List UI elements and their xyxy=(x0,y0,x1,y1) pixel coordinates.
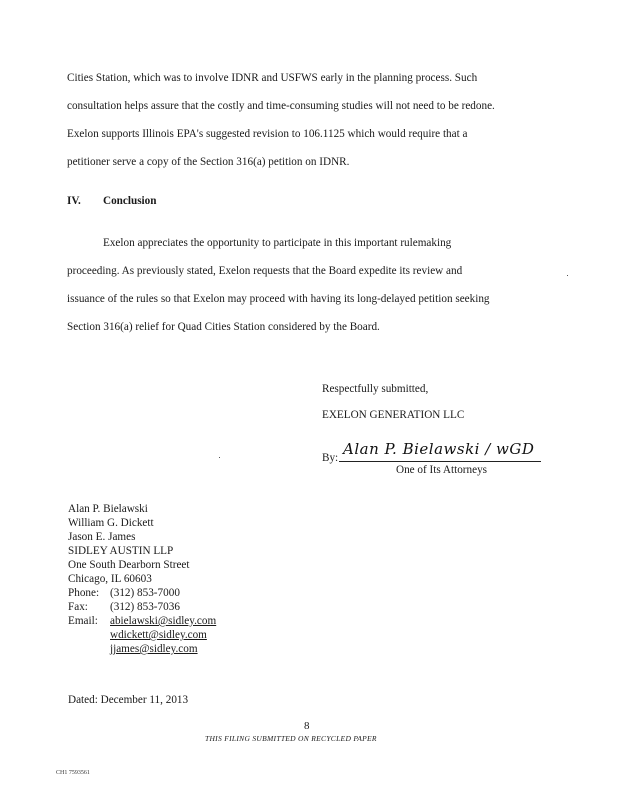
fax-number: (312) 853-7036 xyxy=(110,601,180,613)
paragraph1-line-2: consultation helps assure that the costly and time-consuming studies will not need to be redone. xyxy=(67,100,495,112)
document-id: CH1 7593561 xyxy=(56,770,90,776)
paragraph1-line-4: petitioner serve a copy of the Section 316(a) petition on IDNR. xyxy=(67,156,350,168)
street-address: One South Dearborn Street xyxy=(68,559,190,571)
paragraph1-line-1: Cities Station, which was to involve IDNR and USFWS early in the planning process. Such xyxy=(67,72,478,84)
by-label: By: xyxy=(322,452,339,464)
city-address: Chicago, IL 60603 xyxy=(68,573,152,585)
date-line: Dated: December 11, 2013 xyxy=(68,694,189,706)
page-number: 8 xyxy=(304,720,310,732)
scan-speck xyxy=(567,275,568,276)
attorney-name-1: Alan P. Bielawski xyxy=(68,503,148,515)
closing: Respectfully submitted, xyxy=(322,383,429,395)
section-number: IV. xyxy=(67,195,81,207)
email-link-3[interactable]: jjames@sidley.com xyxy=(110,643,198,655)
email-label: Email: xyxy=(68,615,98,627)
section-title: Conclusion xyxy=(103,195,157,207)
firm-name: SIDLEY AUSTIN LLP xyxy=(68,545,174,557)
signature-line xyxy=(339,461,541,462)
paragraph2-line-1: Exelon appreciates the opportunity to participate in this important rulemaking xyxy=(103,237,452,249)
paragraph1-line-3: Exelon supports Illinois EPA's suggested revision to 106.1125 which would require that a xyxy=(67,128,468,140)
phone-number: (312) 853-7000 xyxy=(110,587,180,599)
attorney-name-2: William G. Dickett xyxy=(68,517,154,529)
fax-label: Fax: xyxy=(68,601,88,613)
email-link-2[interactable]: wdickett@sidley.com xyxy=(110,629,207,641)
handwritten-signature: Alan P. Bielawski / wGD xyxy=(343,440,535,458)
phone-label: Phone: xyxy=(68,587,100,599)
email-link-1[interactable]: abielawski@sidley.com xyxy=(110,615,217,627)
paragraph2-line-3: issuance of the rules so that Exelon may proceed with having its long-delayed petition seeking xyxy=(67,293,490,305)
recycled-paper-footer: THIS FILING SUBMITTED ON RECYCLED PAPER xyxy=(205,734,377,743)
company-name: EXELON GENERATION LLC xyxy=(322,409,465,421)
paragraph2-line-2: proceeding. As previously stated, Exelon requests that the Board expedite its review and xyxy=(67,265,463,277)
attorney-name-3: Jason E. James xyxy=(68,531,136,543)
paragraph2-line-4: Section 316(a) relief for Quad Cities Station considered by the Board. xyxy=(67,321,380,333)
signature-role: One of Its Attorneys xyxy=(396,464,488,476)
scan-speck xyxy=(219,457,220,458)
